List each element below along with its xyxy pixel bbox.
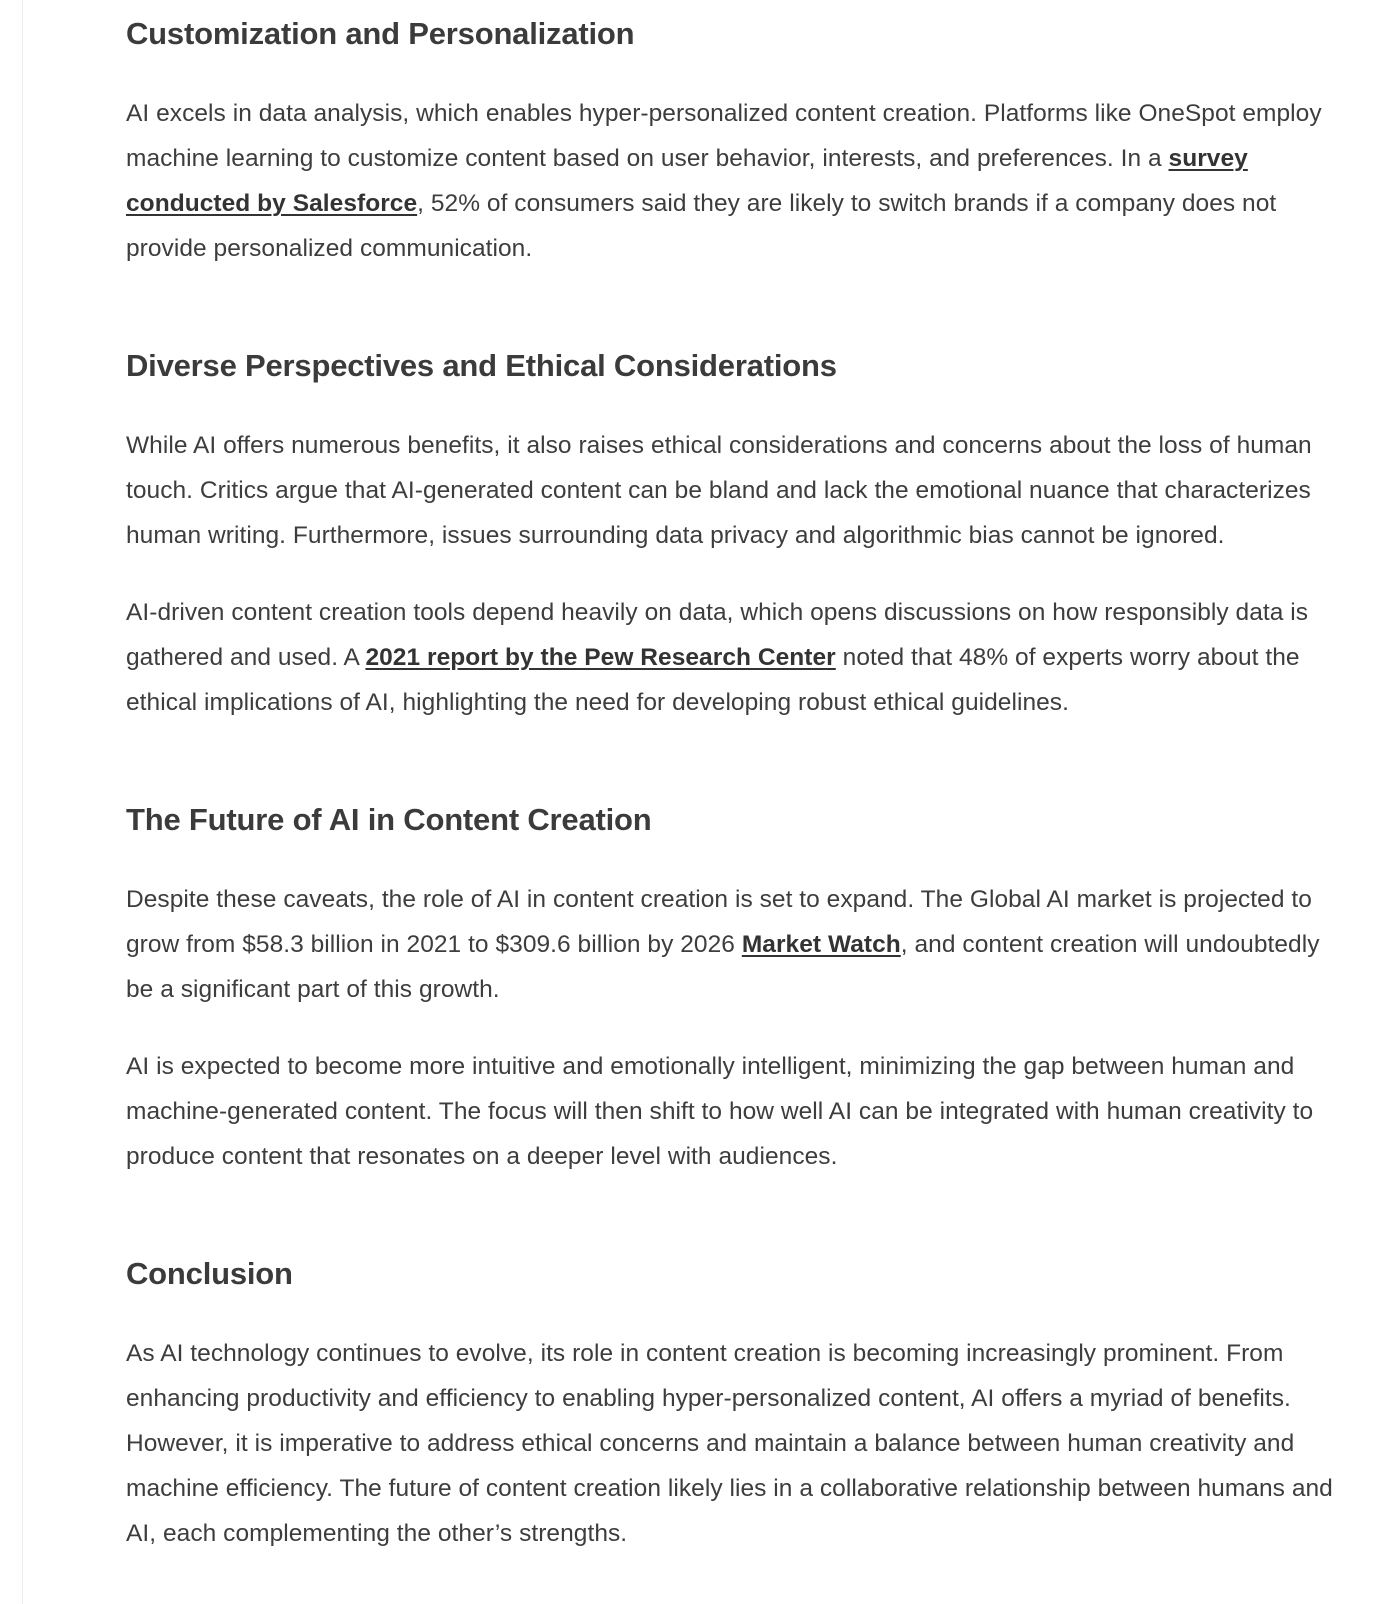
paragraph-market-growth <box>126 877 1338 1012</box>
salesforce-survey-link[interactable]: survey conducted by Salesforce <box>126 145 1248 217</box>
market-watch-link[interactable]: Market Watch <box>741 931 901 958</box>
paragraph-personalization <box>126 91 1338 271</box>
paragraph-text: Despite these caveats, the role of AI in content creation is set to expand. The Global AI market is projected to grow from $58.3 billion in 2021 to $309.6 billion by 2026 <box>126 886 1312 958</box>
heading-future-of-ai: The Future of AI in Content Creation <box>126 802 652 837</box>
paragraph-ethical-concerns: While AI offers numerous benefits, it also raises ethical considerations and concerns about the loss of human touch. Critics argue that AI-generated content can be bland and lack the emotional nuance that characterizes human writing. Furthermore, issues surrounding data privacy and algorithmic bias cannot be ignored. <box>126 432 1312 549</box>
paragraph-conclusion: As AI technology continues to evolve, its role in content creation is becoming increasingly prominent. From enhancing productivity and efficiency to enabling hyper-personalized content, AI offers a myriad of benefits. However, it is imperative to address ethical concerns and maintain a balance between human creativity and machine efficiency. The future of content creation likely lies in a collaborative relationship between humans and AI, each complementing the other’s strengths. <box>126 1340 1333 1547</box>
heading-diverse-perspectives: Diverse Perspectives and Ethical Considerations <box>126 348 837 383</box>
paragraph-text: AI excels in data analysis, which enables hyper-personalized content creation. Platforms like OneSpot employ machine learning to customize content based on user behavior, interests, and preferences. In a <box>126 100 1322 172</box>
paragraph-text: AI-driven content creation tools depend heavily on data, which opens discussions on how responsibly data is gathered and used. A <box>126 599 1309 671</box>
paragraph-text: noted that 48% of experts worry about the ethical implications of AI, highlighting the need for developing robust ethical guidelines. <box>126 644 1300 716</box>
article-body <box>126 0 1338 1556</box>
heading-customization-and-personalization: Customization and Personalization <box>126 16 635 51</box>
paragraph-data-responsibility <box>126 590 1338 725</box>
page-left-border <box>22 0 23 1604</box>
paragraph-text: , and content creation will undoubtedly be a significant part of this growth. <box>126 931 1320 1003</box>
paragraph-text: , 52% of consumers said they are likely to switch brands if a company does not provide personalized communication. <box>126 190 1277 262</box>
paragraph-emotional-intelligence: AI is expected to become more intuitive and emotionally intelligent, minimizing the gap between human and machine-generated content. The focus will then shift to how well AI can be integrated with human creativity to produce content that resonates on a deeper level with audiences. <box>126 1053 1314 1170</box>
heading-conclusion: Conclusion <box>126 1256 293 1291</box>
pew-research-report-link[interactable]: 2021 report by the Pew Research Center <box>365 644 836 671</box>
